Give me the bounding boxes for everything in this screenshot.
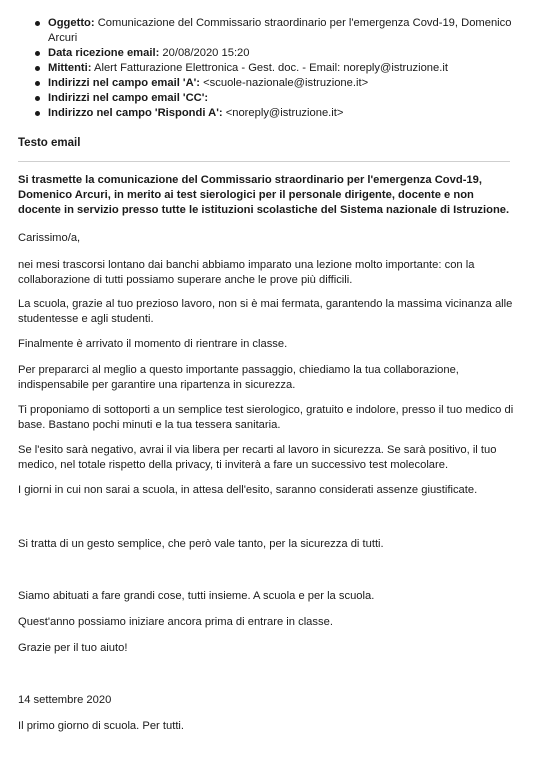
body-paragraph: Quest'anno possiamo iniziare ancora prima di entrare in classe. [18,616,333,628]
meta-subject [48,16,518,46]
body-paragraph: Siamo abituati a fare grandi cose, tutti insieme. A scuola e per la scuola. [18,590,375,602]
meta-received-date-label: Data ricezione email: [48,47,160,59]
meta-cc-label: Indirizzi nel campo email 'CC': [48,92,209,104]
meta-senders-value: Alert Fatturazione Elettronica - Gest. doc. - Email: noreply@istruzione.it [91,62,448,74]
body-greeting: Carissimo/a, [18,232,81,244]
meta-reply-to-label: Indirizzo nel campo 'Rispondi A': [48,107,223,119]
body-paragraph: nei mesi trascorsi lontano dai banchi abbiamo imparato una lezione molto importante: con la collaborazione di tutti possiamo superare anche le prove più difficili. [18,259,475,286]
meta-to-value: <scuole-nazionale@istruzione.it> [200,77,369,89]
body-paragraph: Se l'esito sarà negativo, avrai il via libera per recarti al lavoro in sicurezza. Se sarà positivo, il tuo medico, nel totale rispetto della privacy, ti inviterà a fare un successivo test molecolare. [18,444,497,471]
body-intro-paragraph: Si trasmette la comunicazione del Commissario straordinario per l'emergenza Covd-19, Domenico Arcuri, in merito ai test sierologici per il personale dirigente, docente e non docente in servizio presso tutte le istituzioni scolastiche del Sistema nazionale di Istruzione. [18,174,510,216]
meta-to [48,76,518,91]
body-paragraph: Grazie per il tuo aiuto! [18,642,128,654]
meta-received-date [48,46,518,61]
meta-subject-label: Oggetto: [48,17,95,29]
meta-senders-label: Mittenti: [48,62,92,74]
body-closing: Il primo giorno di scuola. Per tutti. [18,720,185,732]
body-paragraph: Per prepararci al meglio a questo importante passaggio, chiediamo la tua collaborazione, indispensabile per garantire una ripartenza in sicurezza. [18,364,459,391]
meta-to-label: Indirizzi nel campo email 'A': [48,77,201,89]
divider [18,161,510,162]
body-date: 14 settembre 2020 [18,694,112,706]
email-metadata-list [48,16,518,121]
meta-reply-to [48,106,518,121]
body-paragraph: Finalmente è arrivato il momento di rientrare in classe. [18,338,288,350]
email-body-title: Testo email [18,137,81,149]
meta-cc [48,91,518,106]
meta-reply-to-value: <noreply@istruzione.it> [222,107,344,119]
body-paragraph: I giorni in cui non sarai a scuola, in attesa dell'esito, saranno considerati assenze giustificate. [18,484,478,496]
meta-received-date-value: 20/08/2020 15:20 [159,47,250,59]
meta-senders [48,61,518,76]
body-paragraph: La scuola, grazie al tuo prezioso lavoro, non si è mai fermata, garantendo la massima vicinanza alle studentesse e agli studenti. [18,298,513,325]
body-paragraph: Ti proponiamo di sottoporti a un semplice test sierologico, gratuito e indolore, presso il tuo medico di base. Bastano pochi minuti e la tua tessera sanitaria. [18,404,514,431]
meta-subject-value: Comunicazione del Commissario straordinario per l'emergenza Covd-19, Domenico Arcuri [48,17,512,44]
body-paragraph: Si tratta di un gesto semplice, che però vale tanto, per la sicurezza di tutti. [18,538,384,550]
